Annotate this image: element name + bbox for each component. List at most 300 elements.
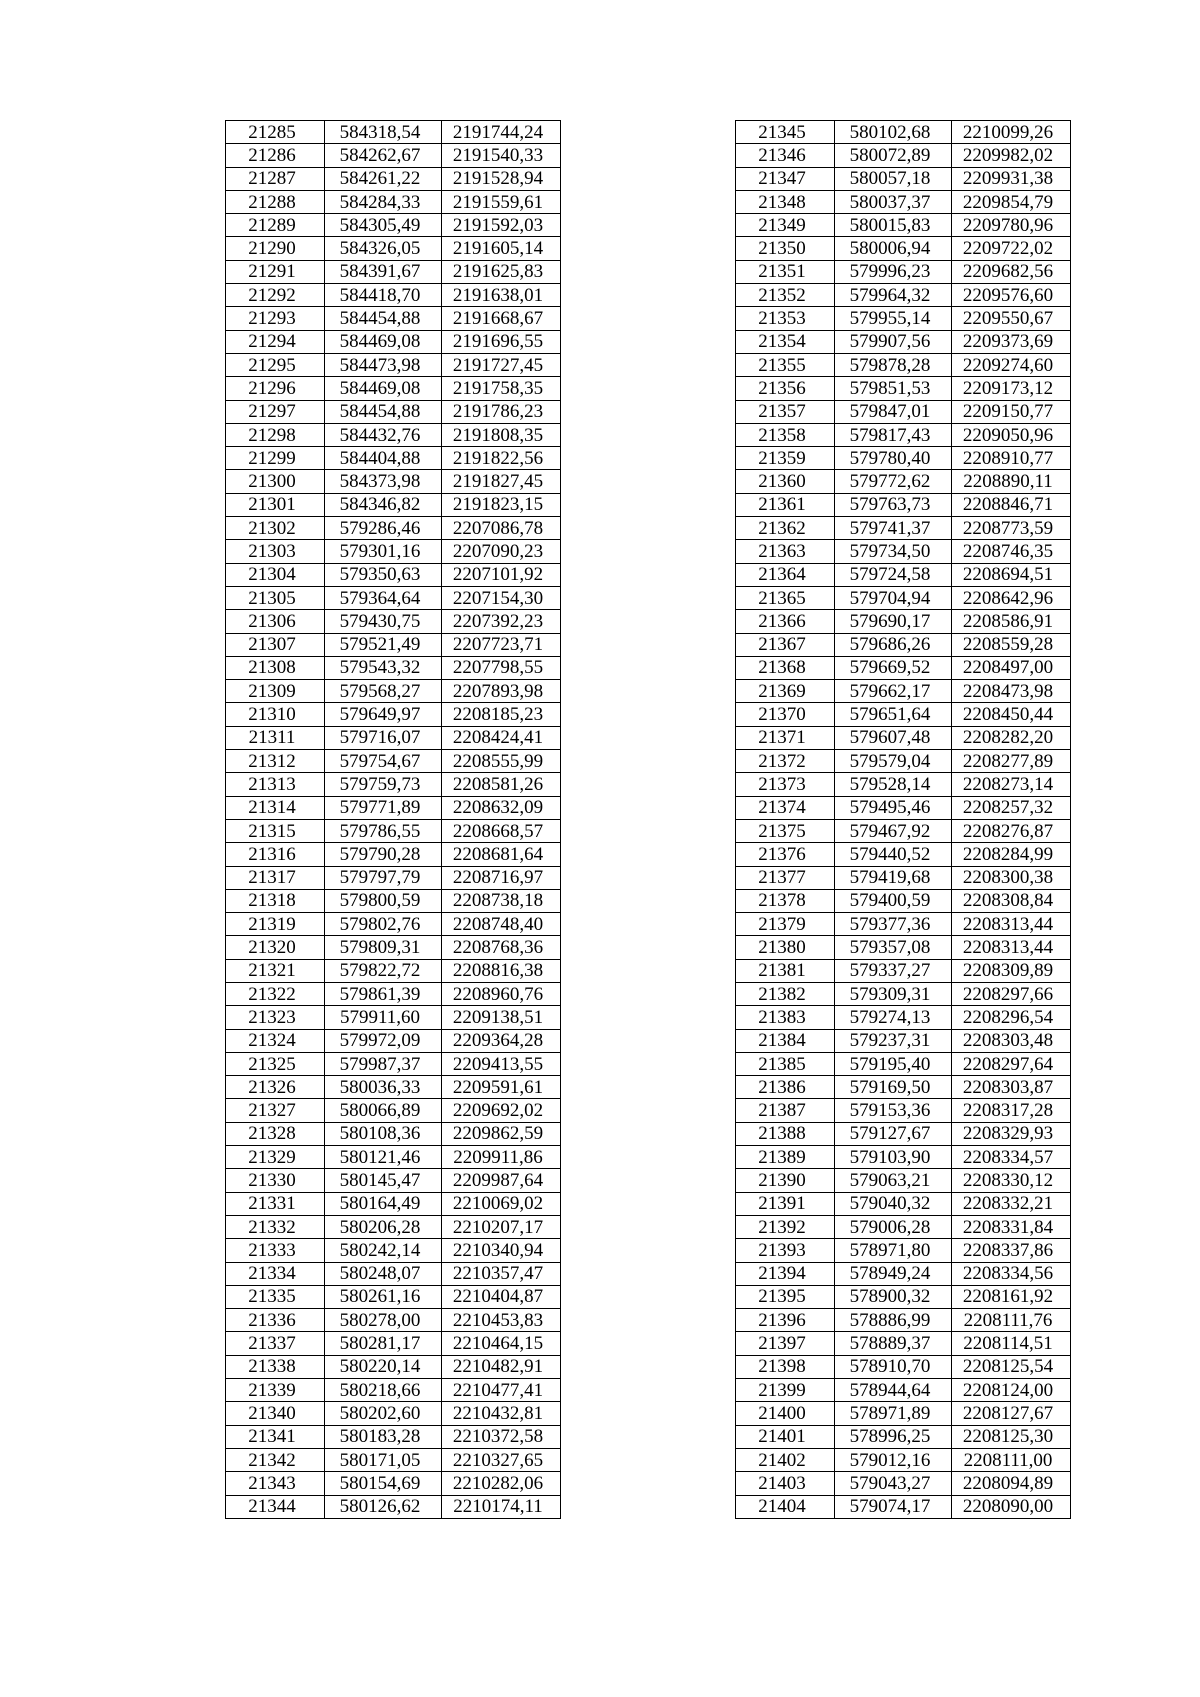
point-number-cell: 21386 (736, 1076, 835, 1099)
x-coordinate-cell: 579972,09 (325, 1029, 442, 1052)
x-coordinate-cell: 579964,32 (835, 284, 952, 307)
y-coordinate-cell: 2208277,89 (952, 750, 1071, 773)
table-row (736, 121, 1071, 144)
point-number-cell: 21397 (736, 1332, 835, 1355)
table-row (226, 1472, 561, 1495)
point-number-cell: 21294 (226, 330, 325, 353)
x-coordinate-cell: 579771,89 (325, 796, 442, 819)
x-coordinate-cell: 579662,17 (835, 680, 952, 703)
table-row (736, 586, 1071, 609)
table-row (226, 1379, 561, 1402)
point-number-cell: 21383 (736, 1006, 835, 1029)
table-row (226, 353, 561, 376)
point-number-cell: 21363 (736, 540, 835, 563)
table-row (226, 517, 561, 540)
x-coordinate-cell: 584418,70 (325, 284, 442, 307)
y-coordinate-cell: 2210464,15 (442, 1332, 561, 1355)
x-coordinate-cell: 584454,88 (325, 400, 442, 423)
table-row (736, 167, 1071, 190)
point-number-cell: 21395 (736, 1285, 835, 1308)
table-row (736, 1076, 1071, 1099)
y-coordinate-cell: 2207086,78 (442, 517, 561, 540)
point-number-cell: 21367 (736, 633, 835, 656)
point-number-cell: 21334 (226, 1262, 325, 1285)
point-number-cell: 21338 (226, 1355, 325, 1378)
point-number-cell: 21362 (736, 517, 835, 540)
y-coordinate-cell: 2208296,54 (952, 1006, 1071, 1029)
table-row (736, 447, 1071, 470)
x-coordinate-cell: 579790,28 (325, 843, 442, 866)
point-number-cell: 21303 (226, 540, 325, 563)
x-coordinate-cell: 579169,50 (835, 1076, 952, 1099)
x-coordinate-cell: 579543,32 (325, 656, 442, 679)
point-number-cell: 21330 (226, 1169, 325, 1192)
x-coordinate-cell: 584404,88 (325, 447, 442, 470)
y-coordinate-cell: 2208846,71 (952, 493, 1071, 516)
point-number-cell: 21317 (226, 866, 325, 889)
point-number-cell: 21401 (736, 1425, 835, 1448)
y-coordinate-cell: 2208581,26 (442, 773, 561, 796)
x-coordinate-cell: 579006,28 (835, 1215, 952, 1238)
x-coordinate-cell: 578971,89 (835, 1402, 952, 1425)
point-number-cell: 21289 (226, 214, 325, 237)
table-row (736, 1285, 1071, 1308)
point-number-cell: 21377 (736, 866, 835, 889)
point-number-cell: 21318 (226, 889, 325, 912)
x-coordinate-cell: 578996,25 (835, 1425, 952, 1448)
x-coordinate-cell: 580066,89 (325, 1099, 442, 1122)
table-row (226, 1402, 561, 1425)
y-coordinate-cell: 2210357,47 (442, 1262, 561, 1285)
y-coordinate-cell: 2209373,69 (952, 330, 1071, 353)
point-number-cell: 21349 (736, 214, 835, 237)
x-coordinate-cell: 584326,05 (325, 237, 442, 260)
x-coordinate-cell: 579063,21 (835, 1169, 952, 1192)
x-coordinate-cell: 579153,36 (835, 1099, 952, 1122)
point-number-cell: 21379 (736, 913, 835, 936)
y-coordinate-cell: 2210404,87 (442, 1285, 561, 1308)
table-row (736, 913, 1071, 936)
y-coordinate-cell: 2208329,93 (952, 1122, 1071, 1145)
point-number-cell: 21286 (226, 144, 325, 167)
y-coordinate-cell: 2208910,77 (952, 447, 1071, 470)
point-number-cell: 21306 (226, 610, 325, 633)
x-coordinate-cell: 580036,33 (325, 1076, 442, 1099)
x-coordinate-cell: 579759,73 (325, 773, 442, 796)
y-coordinate-cell: 2210099,26 (952, 121, 1071, 144)
x-coordinate-cell: 580006,94 (835, 237, 952, 260)
y-coordinate-cell: 2209931,38 (952, 167, 1071, 190)
table-row (226, 214, 561, 237)
y-coordinate-cell: 2208555,99 (442, 750, 561, 773)
table-row (226, 1052, 561, 1075)
x-coordinate-cell: 579528,14 (835, 773, 952, 796)
point-number-cell: 21365 (736, 586, 835, 609)
table-row (226, 750, 561, 773)
y-coordinate-cell: 2208334,57 (952, 1146, 1071, 1169)
point-number-cell: 21396 (736, 1309, 835, 1332)
y-coordinate-cell: 2207893,98 (442, 680, 561, 703)
x-coordinate-cell: 580202,60 (325, 1402, 442, 1425)
y-coordinate-cell: 2210432,81 (442, 1402, 561, 1425)
table-row (226, 1122, 561, 1145)
y-coordinate-cell: 2208125,54 (952, 1355, 1071, 1378)
x-coordinate-cell: 579286,46 (325, 517, 442, 540)
x-coordinate-cell: 580121,46 (325, 1146, 442, 1169)
point-number-cell: 21384 (736, 1029, 835, 1052)
x-coordinate-cell: 579419,68 (835, 866, 952, 889)
table-row (736, 1472, 1071, 1495)
y-coordinate-cell: 2207090,23 (442, 540, 561, 563)
table-row (226, 144, 561, 167)
table-row (736, 284, 1071, 307)
point-number-cell: 21320 (226, 936, 325, 959)
y-coordinate-cell: 2208297,66 (952, 982, 1071, 1005)
y-coordinate-cell: 2208960,76 (442, 982, 561, 1005)
table-row (226, 121, 561, 144)
point-number-cell: 21299 (226, 447, 325, 470)
x-coordinate-cell: 578900,32 (835, 1285, 952, 1308)
table-row (736, 1099, 1071, 1122)
point-number-cell: 21358 (736, 423, 835, 446)
point-number-cell: 21319 (226, 913, 325, 936)
table-row (736, 959, 1071, 982)
table-row (226, 680, 561, 703)
x-coordinate-cell: 579686,26 (835, 633, 952, 656)
x-coordinate-cell: 580281,17 (325, 1332, 442, 1355)
x-coordinate-cell: 579763,73 (835, 493, 952, 516)
y-coordinate-cell: 2208768,36 (442, 936, 561, 959)
x-coordinate-cell: 579357,08 (835, 936, 952, 959)
point-number-cell: 21361 (736, 493, 835, 516)
point-number-cell: 21371 (736, 726, 835, 749)
y-coordinate-cell: 2208094,89 (952, 1472, 1071, 1495)
x-coordinate-cell: 579012,16 (835, 1448, 952, 1471)
y-coordinate-cell: 2191786,23 (442, 400, 561, 423)
table-row (736, 1355, 1071, 1378)
x-coordinate-cell: 579568,27 (325, 680, 442, 703)
table-row (226, 982, 561, 1005)
point-number-cell: 21292 (226, 284, 325, 307)
y-coordinate-cell: 2209854,79 (952, 190, 1071, 213)
y-coordinate-cell: 2208332,21 (952, 1192, 1071, 1215)
point-number-cell: 21333 (226, 1239, 325, 1262)
point-number-cell: 21398 (736, 1355, 835, 1378)
x-coordinate-cell: 579440,52 (835, 843, 952, 866)
x-coordinate-cell: 580171,05 (325, 1448, 442, 1471)
table-row (736, 656, 1071, 679)
y-coordinate-cell: 2208681,64 (442, 843, 561, 866)
table-row (226, 1029, 561, 1052)
point-number-cell: 21323 (226, 1006, 325, 1029)
y-coordinate-cell: 2208738,18 (442, 889, 561, 912)
point-number-cell: 21356 (736, 377, 835, 400)
x-coordinate-cell: 580261,16 (325, 1285, 442, 1308)
y-coordinate-cell: 2191540,33 (442, 144, 561, 167)
x-coordinate-cell: 579907,56 (835, 330, 952, 353)
x-coordinate-cell: 579690,17 (835, 610, 952, 633)
y-coordinate-cell: 2209780,96 (952, 214, 1071, 237)
table-row (226, 1425, 561, 1448)
y-coordinate-cell: 2208694,51 (952, 563, 1071, 586)
x-coordinate-cell: 579309,31 (835, 982, 952, 1005)
point-number-cell: 21296 (226, 377, 325, 400)
y-coordinate-cell: 2191727,45 (442, 353, 561, 376)
x-coordinate-cell: 580108,36 (325, 1122, 442, 1145)
x-coordinate-cell: 579400,59 (835, 889, 952, 912)
point-number-cell: 21324 (226, 1029, 325, 1052)
y-coordinate-cell: 2208313,44 (952, 936, 1071, 959)
x-coordinate-cell: 579955,14 (835, 307, 952, 330)
x-coordinate-cell: 579800,59 (325, 889, 442, 912)
table-row (226, 1146, 561, 1169)
x-coordinate-cell: 578886,99 (835, 1309, 952, 1332)
table-row (226, 1332, 561, 1355)
y-coordinate-cell: 2208303,87 (952, 1076, 1071, 1099)
point-number-cell: 21304 (226, 563, 325, 586)
table-row (736, 680, 1071, 703)
table-row (736, 843, 1071, 866)
point-number-cell: 21390 (736, 1169, 835, 1192)
table-row (226, 1262, 561, 1285)
x-coordinate-cell: 578889,37 (835, 1332, 952, 1355)
table-row (736, 423, 1071, 446)
x-coordinate-cell: 579797,79 (325, 866, 442, 889)
table-row (736, 1052, 1071, 1075)
table-row (226, 633, 561, 656)
table-row (226, 586, 561, 609)
table-row (736, 1192, 1071, 1215)
x-coordinate-cell: 579377,36 (835, 913, 952, 936)
point-number-cell: 21344 (226, 1495, 325, 1518)
x-coordinate-cell: 579651,64 (835, 703, 952, 726)
table-row (226, 1448, 561, 1471)
table-row (736, 1146, 1071, 1169)
x-coordinate-cell: 579274,13 (835, 1006, 952, 1029)
y-coordinate-cell: 2208273,14 (952, 773, 1071, 796)
table-row (736, 237, 1071, 260)
point-number-cell: 21355 (736, 353, 835, 376)
point-number-cell: 21313 (226, 773, 325, 796)
y-coordinate-cell: 2210207,17 (442, 1215, 561, 1238)
table-row (226, 889, 561, 912)
point-number-cell: 21297 (226, 400, 325, 423)
table-row (226, 1355, 561, 1378)
table-row (226, 330, 561, 353)
x-coordinate-cell: 584305,49 (325, 214, 442, 237)
x-coordinate-cell: 580057,18 (835, 167, 952, 190)
point-number-cell: 21385 (736, 1052, 835, 1075)
x-coordinate-cell: 580015,83 (835, 214, 952, 237)
point-number-cell: 21360 (736, 470, 835, 493)
table-row (226, 843, 561, 866)
coordinates-table-right (735, 120, 1071, 1519)
table-row (736, 1402, 1071, 1425)
x-coordinate-cell: 579817,43 (835, 423, 952, 446)
x-coordinate-cell: 579772,62 (835, 470, 952, 493)
table-row (226, 260, 561, 283)
y-coordinate-cell: 2207392,23 (442, 610, 561, 633)
x-coordinate-cell: 579337,27 (835, 959, 952, 982)
y-coordinate-cell: 2209364,28 (442, 1029, 561, 1052)
table-row (226, 936, 561, 959)
table-row (736, 1239, 1071, 1262)
x-coordinate-cell: 584469,08 (325, 377, 442, 400)
table-row (736, 633, 1071, 656)
x-coordinate-cell: 580278,00 (325, 1309, 442, 1332)
y-coordinate-cell: 2210282,06 (442, 1472, 561, 1495)
table-row (226, 1076, 561, 1099)
x-coordinate-cell: 579996,23 (835, 260, 952, 283)
table-row (226, 1169, 561, 1192)
table-row (736, 1006, 1071, 1029)
table-row (736, 1122, 1071, 1145)
x-coordinate-cell: 580164,49 (325, 1192, 442, 1215)
point-number-cell: 21354 (736, 330, 835, 353)
x-coordinate-cell: 584318,54 (325, 121, 442, 144)
x-coordinate-cell: 579467,92 (835, 819, 952, 842)
table-row (736, 377, 1071, 400)
point-number-cell: 21352 (736, 284, 835, 307)
table-row (226, 1285, 561, 1308)
y-coordinate-cell: 2207723,71 (442, 633, 561, 656)
x-coordinate-cell: 579786,55 (325, 819, 442, 842)
x-coordinate-cell: 579741,37 (835, 517, 952, 540)
point-number-cell: 21335 (226, 1285, 325, 1308)
y-coordinate-cell: 2208748,40 (442, 913, 561, 936)
table-row (226, 773, 561, 796)
table-row (226, 1006, 561, 1029)
x-coordinate-cell: 580206,28 (325, 1215, 442, 1238)
table-row (226, 1239, 561, 1262)
x-coordinate-cell: 579734,50 (835, 540, 952, 563)
point-number-cell: 21393 (736, 1239, 835, 1262)
point-number-cell: 21402 (736, 1448, 835, 1471)
y-coordinate-cell: 2208090,00 (952, 1495, 1071, 1518)
point-number-cell: 21342 (226, 1448, 325, 1471)
table-row (736, 517, 1071, 540)
point-number-cell: 21389 (736, 1146, 835, 1169)
x-coordinate-cell: 580248,07 (325, 1262, 442, 1285)
point-number-cell: 21400 (736, 1402, 835, 1425)
x-coordinate-cell: 578944,64 (835, 1379, 952, 1402)
table-row (226, 1215, 561, 1238)
table-row (226, 656, 561, 679)
table-row (736, 1448, 1071, 1471)
x-coordinate-cell: 580126,62 (325, 1495, 442, 1518)
point-number-cell: 21369 (736, 680, 835, 703)
x-coordinate-cell: 579704,94 (835, 586, 952, 609)
table-row (736, 493, 1071, 516)
y-coordinate-cell: 2208300,38 (952, 866, 1071, 889)
table-row (226, 447, 561, 470)
y-coordinate-cell: 2208330,12 (952, 1169, 1071, 1192)
table-row (226, 284, 561, 307)
x-coordinate-cell: 579802,76 (325, 913, 442, 936)
y-coordinate-cell: 2191822,56 (442, 447, 561, 470)
table-row (736, 1215, 1071, 1238)
y-coordinate-cell: 2208559,28 (952, 633, 1071, 656)
table-row (736, 1495, 1071, 1518)
y-coordinate-cell: 2208424,41 (442, 726, 561, 749)
table-row (226, 377, 561, 400)
y-coordinate-cell: 2208124,00 (952, 1379, 1071, 1402)
y-coordinate-cell: 2191696,55 (442, 330, 561, 353)
y-coordinate-cell: 2208334,56 (952, 1262, 1071, 1285)
point-number-cell: 21305 (226, 586, 325, 609)
point-number-cell: 21310 (226, 703, 325, 726)
y-coordinate-cell: 2207154,30 (442, 586, 561, 609)
y-coordinate-cell: 2208816,38 (442, 959, 561, 982)
table-row (226, 959, 561, 982)
table-row (226, 1309, 561, 1332)
table-row (736, 982, 1071, 1005)
table-row (226, 1192, 561, 1215)
x-coordinate-cell: 579987,37 (325, 1052, 442, 1075)
table-row (736, 1029, 1071, 1052)
table-row (736, 773, 1071, 796)
point-number-cell: 21392 (736, 1215, 835, 1238)
table-row (226, 307, 561, 330)
y-coordinate-cell: 2208450,44 (952, 703, 1071, 726)
y-coordinate-cell: 2209862,59 (442, 1122, 561, 1145)
y-coordinate-cell: 2191808,35 (442, 423, 561, 446)
y-coordinate-cell: 2191592,03 (442, 214, 561, 237)
table-row (226, 610, 561, 633)
point-number-cell: 21302 (226, 517, 325, 540)
y-coordinate-cell: 2208185,23 (442, 703, 561, 726)
y-coordinate-cell: 2191559,61 (442, 190, 561, 213)
table-row (736, 703, 1071, 726)
y-coordinate-cell: 2208308,84 (952, 889, 1071, 912)
y-coordinate-cell: 2208309,89 (952, 959, 1071, 982)
point-number-cell: 21311 (226, 726, 325, 749)
point-number-cell: 21339 (226, 1379, 325, 1402)
point-number-cell: 21359 (736, 447, 835, 470)
point-number-cell: 21327 (226, 1099, 325, 1122)
y-coordinate-cell: 2191638,01 (442, 284, 561, 307)
x-coordinate-cell: 579301,16 (325, 540, 442, 563)
y-coordinate-cell: 2208668,57 (442, 819, 561, 842)
x-coordinate-cell: 579861,39 (325, 982, 442, 1005)
point-number-cell: 21301 (226, 493, 325, 516)
point-number-cell: 21290 (226, 237, 325, 260)
y-coordinate-cell: 2209682,56 (952, 260, 1071, 283)
point-number-cell: 21326 (226, 1076, 325, 1099)
table-row (226, 1099, 561, 1122)
x-coordinate-cell: 584284,33 (325, 190, 442, 213)
y-coordinate-cell: 2210340,94 (442, 1239, 561, 1262)
table-row (226, 819, 561, 842)
x-coordinate-cell: 578910,70 (835, 1355, 952, 1378)
y-coordinate-cell: 2210372,58 (442, 1425, 561, 1448)
point-number-cell: 21308 (226, 656, 325, 679)
point-number-cell: 21337 (226, 1332, 325, 1355)
x-coordinate-cell: 579851,53 (835, 377, 952, 400)
table-row (736, 1169, 1071, 1192)
x-coordinate-cell: 580072,89 (835, 144, 952, 167)
point-number-cell: 21287 (226, 167, 325, 190)
x-coordinate-cell: 584373,98 (325, 470, 442, 493)
table-row (226, 866, 561, 889)
y-coordinate-cell: 2208161,92 (952, 1285, 1071, 1308)
table-row (736, 1262, 1071, 1285)
table-row (736, 750, 1071, 773)
table-row (226, 563, 561, 586)
x-coordinate-cell: 579579,04 (835, 750, 952, 773)
x-coordinate-cell: 579127,67 (835, 1122, 952, 1145)
table-row (736, 260, 1071, 283)
